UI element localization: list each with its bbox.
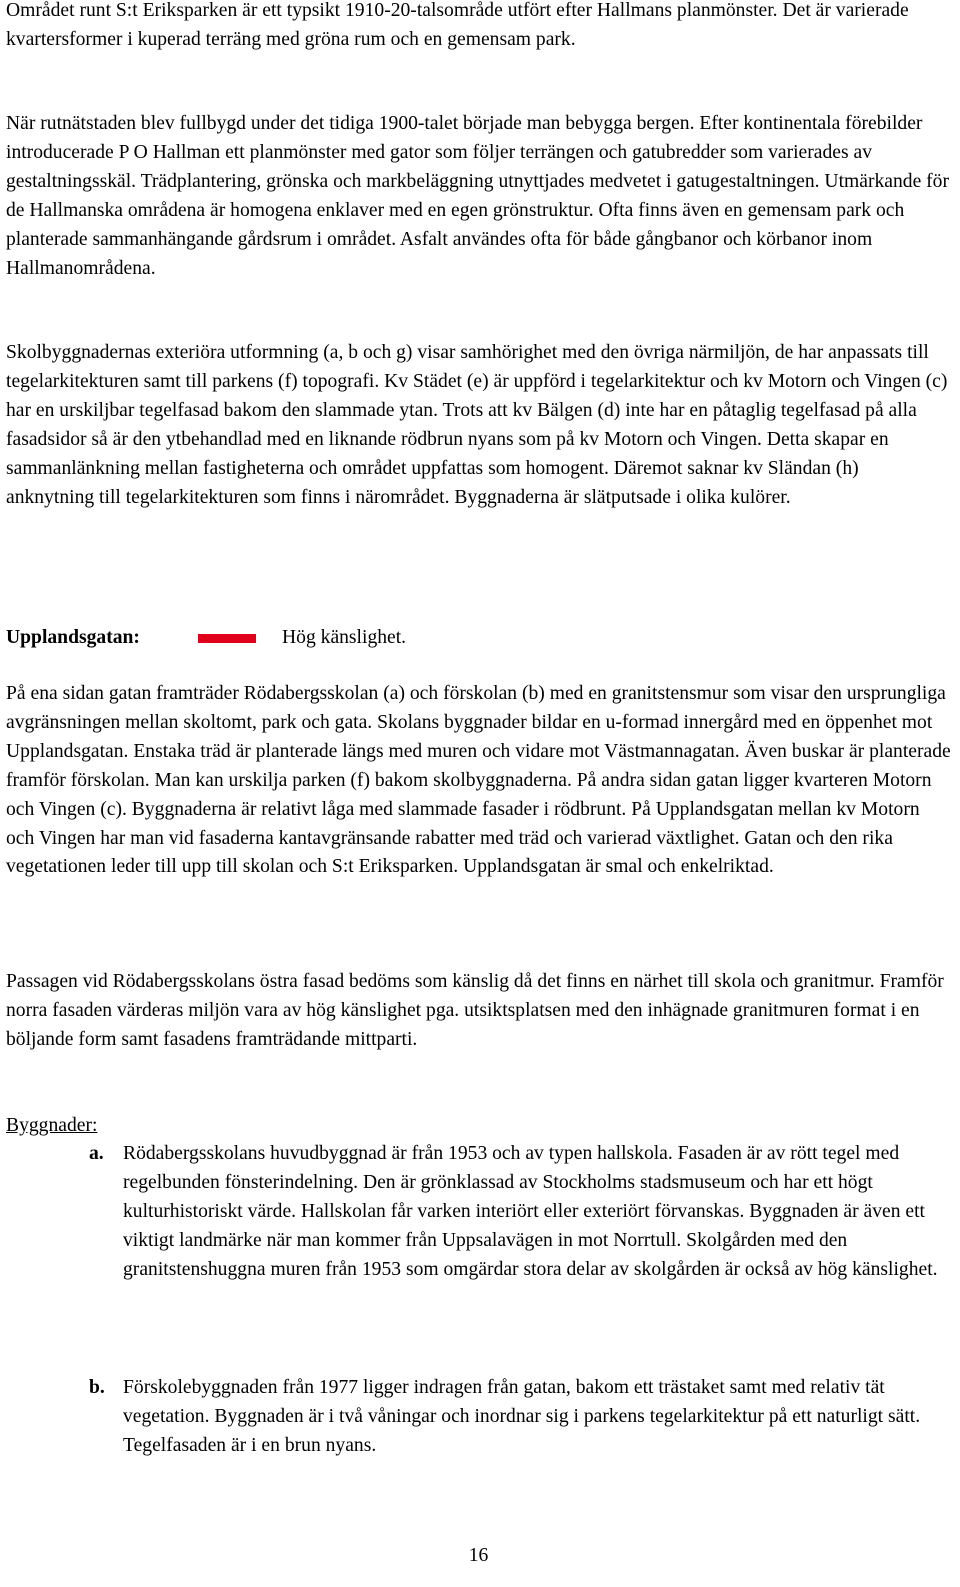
paragraph-intro: Området runt S:t Eriksparken är ett typsikt 1910-20-talsområde utfört efter Hallmans planmönster. Det är varierade kvartersformer i kuperad terräng med gröna rum och en gemensam park. — [6, 0, 909, 50]
street-label: Upplandsgatan: — [6, 627, 140, 648]
item-text: Rödabergsskolans huvudbyggnad är från 1953 och av typen hallskola. Fasaden är av rött tegel med regelbunden fönsterindelning. Den är grönklassad av Stockholms stadsmuseum och har ett högt kulturhistoriskt värde. Hallskolan får varken interiört eller exteriört förvanskas. Byggnaden är även ett viktigt landmärke när man kommer från Uppsalavägen in mot Norrtull. Skolgården med den granitstenshuggna muren från 1953 som omgärdar stora delar av skolgården är också av hög känslighet. — [123, 1143, 938, 1280]
item-text: Förskolebyggnaden från 1977 ligger indragen från gatan, bakom ett trästaket samt med relativ tät vegetation. Byggnaden är i två våningar och inordnar sig i parkens tegelarkitektur på ett naturligt sätt. Tegelfasaden är i en brun nyans. — [123, 1377, 921, 1456]
paragraph-hallman-history: När rutnätstaden blev fullbygd under det tidiga 1900-talet började man bebygga bergen. Efter kontinentala förebilder introducerade P O Hallman ett planmönster med gator som följer terrängen och gatubredder som varierades av gestaltningsskäl. Trädplantering, grönska och markbeläggning utnyttjades medvetet i gatugestaltningen. Utmärkande för de Hallmanska områdena är homogena enklaver med en egen grönstruktur. Ofta finns även en gemensam park och planterade sammanhängande gårdsrum i området. Asfalt användes ofta för både gångbanor och körbanor inom Hallmanområdena. — [6, 113, 950, 279]
paragraph-upplandsgatan: På ena sidan gatan framträder Rödabergsskolan (a) och förskolan (b) med en granitstensmur som visar den ursprungliga avgränsningen mellan skoltomt, park och gata. Skolans byggnader bildar en u-formad innergård med en öppenhet mot Upplandsgatan. Enstaka träd är planterade längs med muren och vidare mot Västmannagatan. Även buskar är planterade framför förskolan. Man kan urskilja parken (f) bakom skolbyggnaderna. På andra sidan gatan ligger kvarteren Motorn och Vingen (c). Byggnaderna är relativt låga med slammade fasader i rödbrunt. På Upplandsgatan mellan kv Motorn och Vingen har man vid fasaderna kantavgränsande rabatter med träd och varierad växtlighet. Gatan och den rika vegetationen leder till upp till skolan och S:t Eriksparken. Upplandsgatan är smal och enkelriktad. — [6, 683, 951, 878]
paragraph-school-exteriors: Skolbyggnadernas exteriöra utformning (a, b och g) visar samhörighet med den övriga närmiljön, de har anpassats till tegelarkitekturen samt till parkens (f) topografi. Kv Städet (e) är uppförd i tegelarkitektur och kv Motorn och Vingen (c) har en urskiljbar tegelfasad bakom den slammade ytan. Trots att kv Bälgen (d) inte har en påtaglig tegelfasad på alla fasadsidor så är den ytbehandlad med en liknande rödbrun nyans som på kv Motorn och Vingen. Detta skapar en sammanlänkning mellan fastigheterna och området uppfattas som homogent. Däremot saknar kv Sländan (h) anknytning till tegelarkitekturen som finns i närområdet. Byggnaderna är slätputsade i olika kulörer. — [6, 342, 948, 508]
paragraph-passage: Passagen vid Rödabergsskolans östra fasad bedöms som känslig då det finns en närhet till skola och granitmur. Framför norra fasaden värderas miljön vara av hög känslighet pga. utsiktsplatsen med den inhägnade granitmuren format i en böljande form samt fasadens framträdande mittparti. — [6, 971, 944, 1050]
page-number: 16 — [468, 1545, 489, 1566]
item-marker: b. — [89, 1377, 105, 1398]
sensitivity-color-bar — [198, 634, 256, 643]
item-marker: a. — [89, 1143, 104, 1164]
sensitivity-level: Hög känslighet. — [282, 627, 407, 648]
buildings-heading: Byggnader: — [6, 1115, 98, 1136]
sensitivity-row — [6, 623, 951, 653]
